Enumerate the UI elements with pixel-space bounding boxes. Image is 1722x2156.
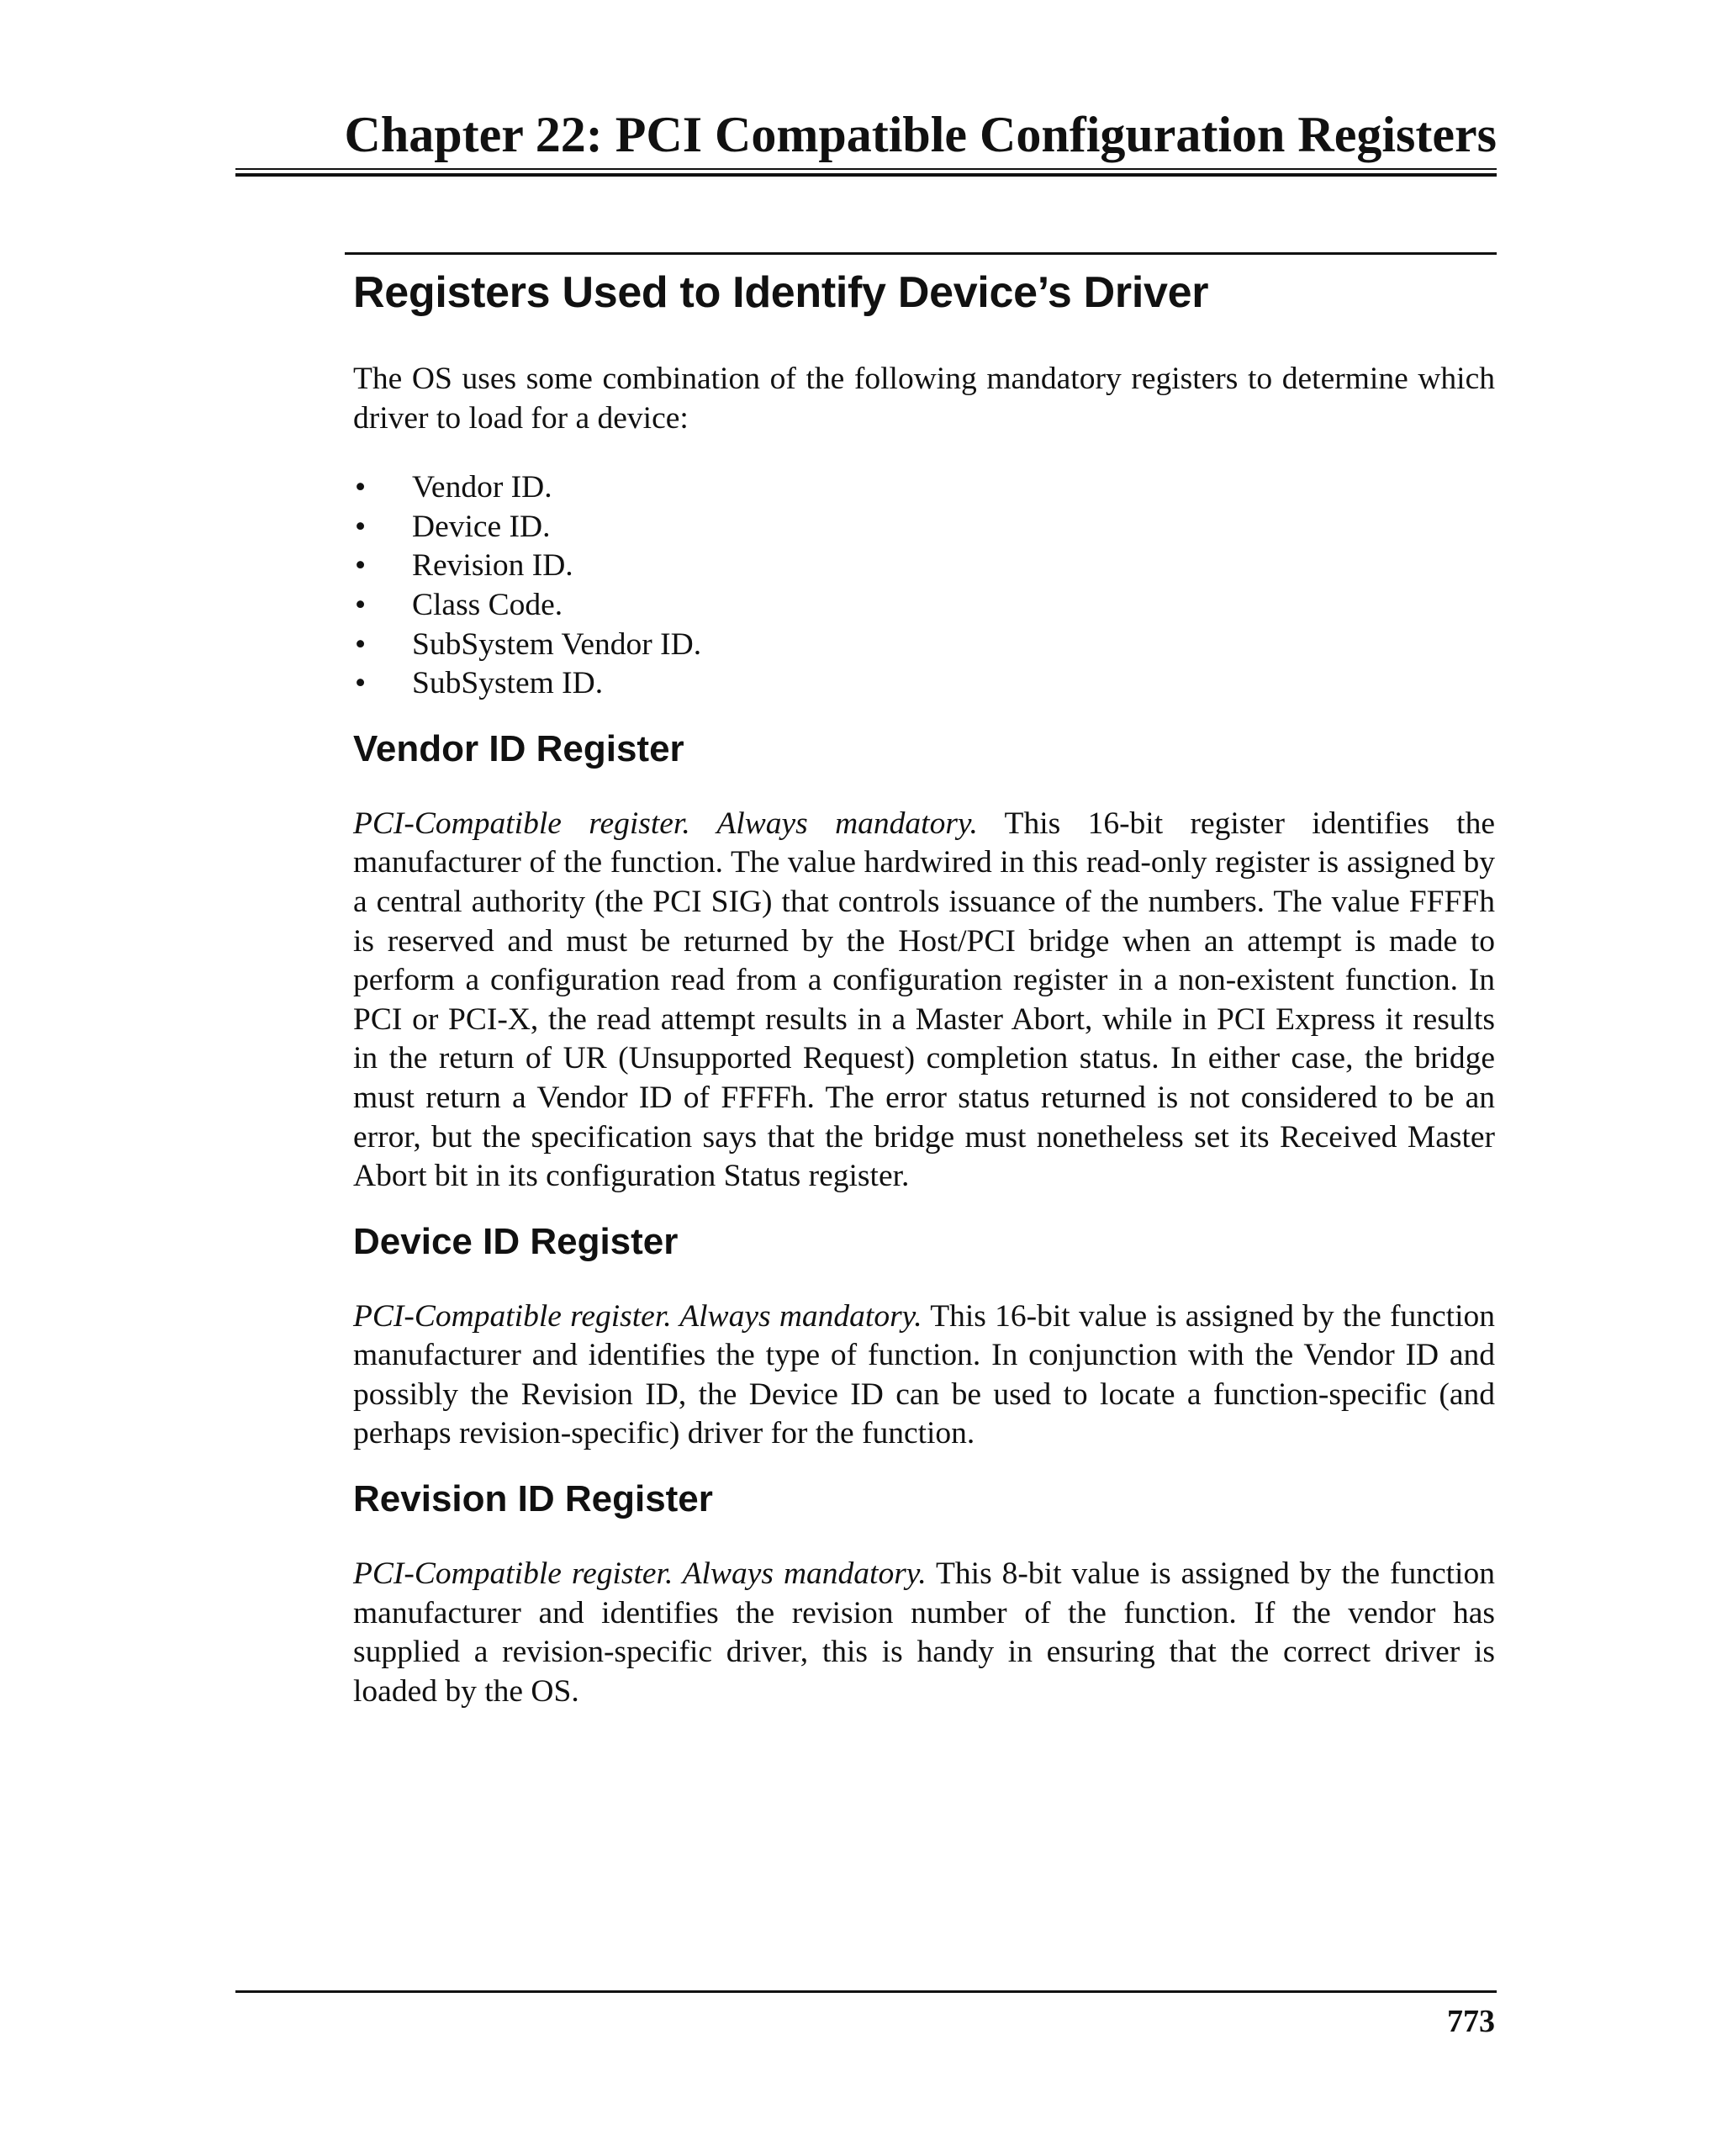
revision-id-heading: Revision ID Register bbox=[353, 1478, 713, 1520]
register-list bbox=[353, 468, 1495, 704]
section-heading: Registers Used to Identify Device’s Driver bbox=[353, 268, 1209, 317]
vendor-id-lead: PCI-Compatible register. Always mandatory. bbox=[353, 806, 978, 841]
device-id-text: This 16-bit value is assigned by the function manufacturer and identifies the type of function. In conjunction with the Vendor ID and possibly the Revision ID, the Device ID can be used to locate a function-specific (and perhaps revision-specific) driver for the function. bbox=[353, 1298, 1495, 1451]
bullet-icon: • bbox=[355, 470, 367, 505]
page-content bbox=[353, 262, 1495, 1711]
list-item-text: Class Code. bbox=[412, 587, 563, 622]
device-id-heading: Device ID Register bbox=[353, 1220, 679, 1262]
vendor-id-heading: Vendor ID Register bbox=[353, 727, 684, 769]
list-item bbox=[353, 626, 1495, 665]
list-item bbox=[353, 664, 1495, 704]
list-item bbox=[353, 586, 1495, 626]
header-rule bbox=[235, 168, 1497, 170]
list-item-text: SubSystem Vendor ID. bbox=[412, 626, 702, 662]
list-item-text: Vendor ID. bbox=[412, 470, 552, 505]
section-rule bbox=[345, 252, 1497, 255]
list-item bbox=[353, 547, 1495, 586]
bullet-icon: • bbox=[355, 626, 367, 662]
vendor-id-paragraph bbox=[353, 805, 1495, 1197]
list-item-text: Device ID. bbox=[412, 509, 551, 544]
footer-rule bbox=[235, 1990, 1497, 1993]
list-item bbox=[353, 508, 1495, 547]
section-intro: The OS uses some combination of the following mandatory registers to determine which driver to load for a device: bbox=[353, 362, 1495, 436]
revision-id-paragraph bbox=[353, 1555, 1495, 1711]
bullet-icon: • bbox=[355, 509, 367, 544]
vendor-id-text: This 16-bit register identifies the manufacturer of the function. The value hardwired in this read-only register is assigned by a central authority (the PCI SIG) that controls issuance of the numbers. The value FFFFh is reserved and must be returned by the Host/PCI bridge when an attempt is made to perform a configuration read from a configuration register in a non-existent function. In PCI or PCI-X, the read attempt results in a Master Abort, while in PCI Express it results in the return of UR (Unsupported Request) completion status. In either case, the bridge must return a Vendor ID of FFFFh. The error status returned is not considered to be an error, but the specification says that the bridge must nonetheless set its Received Master Abort bit in its configuration Status register. bbox=[353, 806, 1495, 1194]
list-item bbox=[353, 468, 1495, 508]
revision-id-text: This 8-bit value is assigned by the function manufacturer and identifies the revision number of the function. If the vendor has supplied a revision-specific driver, this is handy in ensuring that the correct driver is loaded by the OS. bbox=[353, 1556, 1495, 1709]
bullet-icon: • bbox=[355, 666, 367, 701]
revision-id-lead: PCI-Compatible register. Always mandatory. bbox=[353, 1556, 927, 1592]
device-id-paragraph bbox=[353, 1297, 1495, 1454]
page-number: 773 bbox=[1447, 2004, 1495, 2039]
chapter-title: Chapter 22: PCI Compatible Configuration Registers bbox=[344, 107, 1497, 162]
bullet-icon: • bbox=[355, 548, 367, 584]
list-item-text: Revision ID. bbox=[412, 548, 573, 584]
header-rule-double bbox=[235, 173, 1497, 177]
device-id-lead: PCI-Compatible register. Always mandatory. bbox=[353, 1298, 922, 1334]
bullet-icon: • bbox=[355, 587, 367, 622]
list-item-text: SubSystem ID. bbox=[412, 666, 604, 701]
